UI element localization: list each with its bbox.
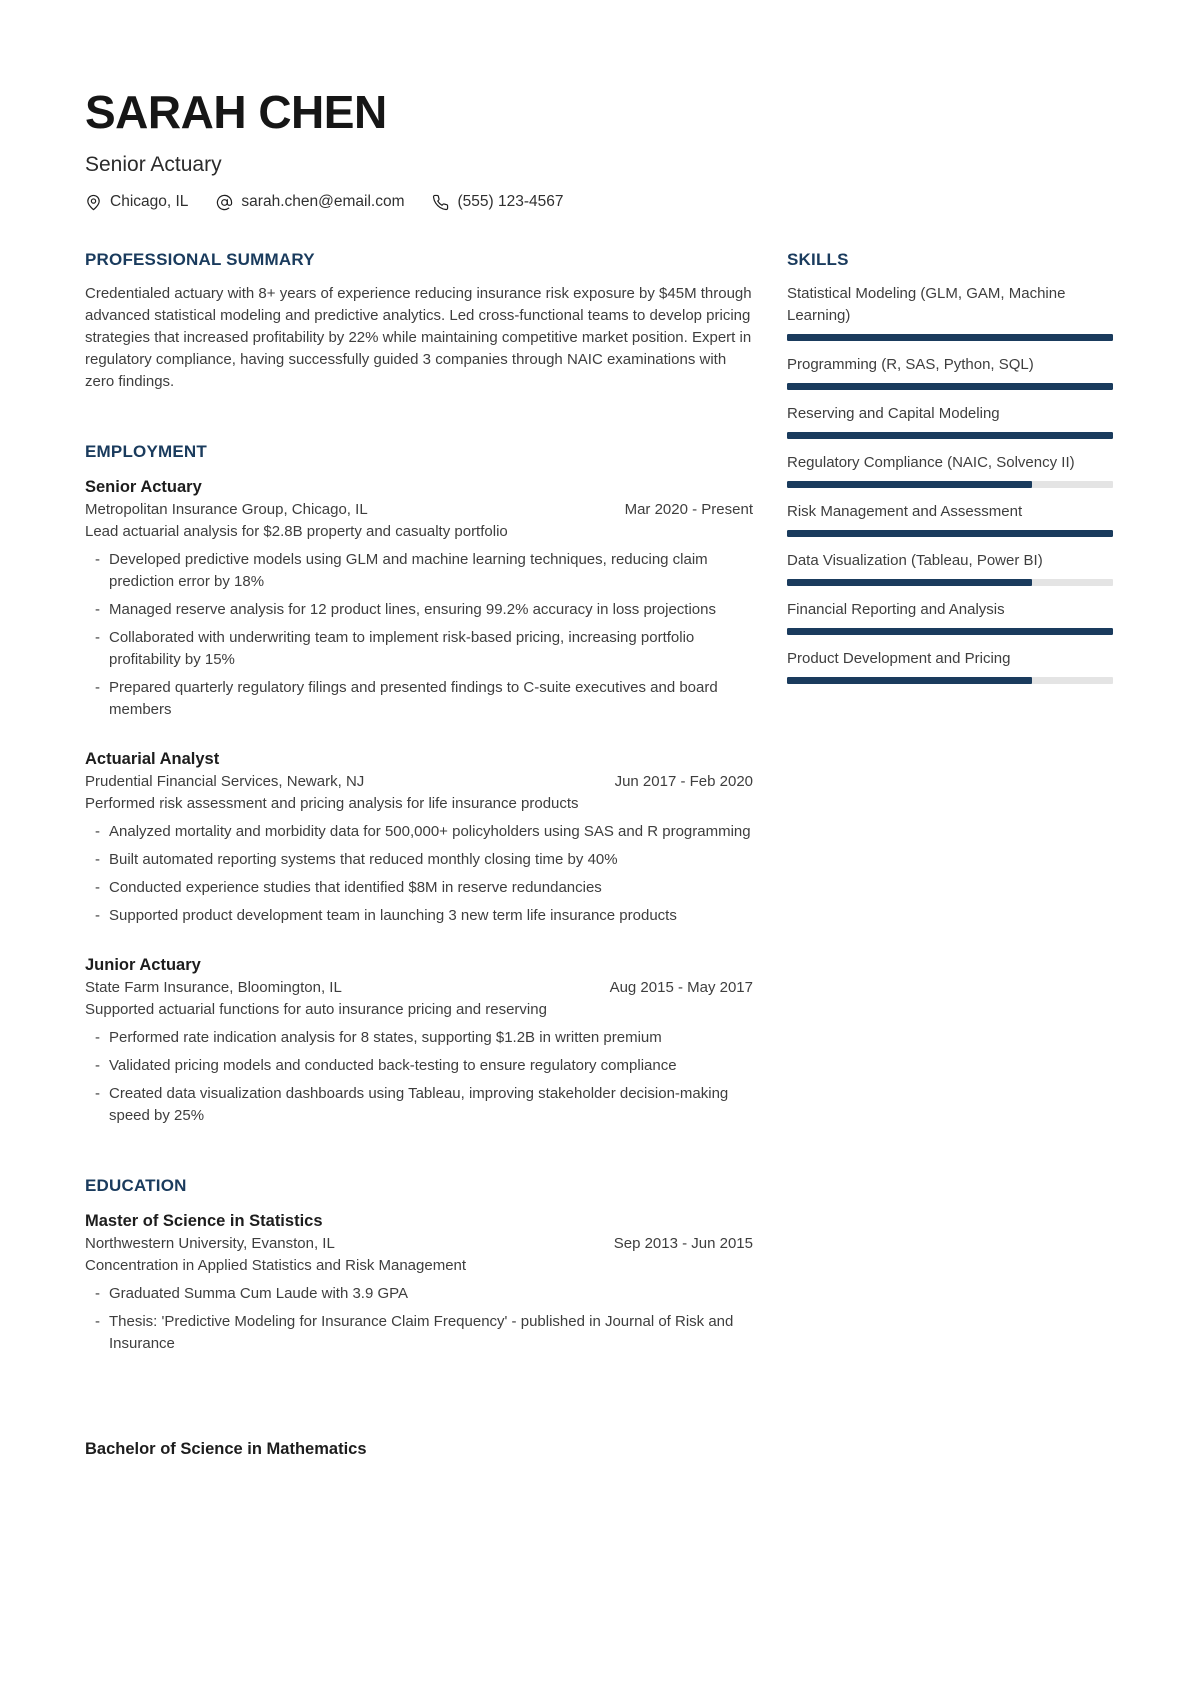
- contact-location-text: Chicago, IL: [110, 193, 189, 211]
- bullet-item: [85, 1055, 753, 1077]
- bullet-item: [85, 849, 753, 871]
- skill-bar-track: [787, 334, 1113, 341]
- company-name: Prudential Financial Services, Newark, NJ: [85, 773, 365, 791]
- skill-label: Financial Reporting and Analysis: [787, 601, 1005, 619]
- bullet-text: Collaborated with underwriting team to implement risk-based pricing, increasing portfolio profitability by 15%: [109, 629, 695, 669]
- resume-body: [85, 249, 1113, 1461]
- skill-label: Reserving and Capital Modeling: [787, 405, 1000, 423]
- bullet-item: [85, 1283, 753, 1305]
- skill-item: [787, 599, 1113, 635]
- bullet-text: Prepared quarterly regulatory filings and presented findings to C-suite executives and board members: [109, 679, 718, 719]
- skill-bar-track: [787, 579, 1113, 586]
- entry-bullets: [85, 1027, 753, 1127]
- bullet-dash: -: [95, 823, 100, 841]
- contact-phone: [432, 193, 563, 211]
- bullet-dash: -: [95, 629, 100, 647]
- bullet-item: [85, 627, 753, 671]
- contact-email: [216, 193, 404, 211]
- bullet-dash: -: [95, 1285, 100, 1303]
- education-list: [85, 1209, 753, 1461]
- company-name: Metropolitan Insurance Group, Chicago, IL: [85, 501, 368, 519]
- skill-label: Regulatory Compliance (NAIC, Solvency II): [787, 454, 1075, 472]
- degree-title: Master of Science in Statistics: [85, 1212, 323, 1231]
- skills-section: [787, 249, 1113, 684]
- entry-dates: Mar 2020 - Present: [624, 501, 753, 519]
- skill-list: [787, 283, 1113, 684]
- skill-bar-track: [787, 628, 1113, 635]
- entry-meta-row: [85, 977, 753, 999]
- bullet-text: Created data visualization dashboards using Tableau, improving stakeholder decision-making speed by 25%: [109, 1085, 729, 1125]
- main-column: [85, 249, 753, 1461]
- bullet-text: Supported product development team in launching 3 new term life insurance products: [109, 907, 677, 925]
- job-title: Senior Actuary: [85, 478, 202, 497]
- summary-section: [85, 249, 753, 393]
- bullet-text: Managed reserve analysis for 12 product lines, ensuring 99.2% accuracy in loss projections: [109, 601, 716, 619]
- bullet-item: [85, 599, 753, 621]
- job-entry: [85, 953, 753, 1127]
- bullet-text: Thesis: 'Predictive Modeling for Insurance Claim Frequency' - published in Journal of Risk and Insurance: [109, 1313, 734, 1353]
- entry-meta-row: [85, 499, 753, 521]
- company-name: State Farm Insurance, Bloomington, IL: [85, 979, 342, 997]
- school-name: Northwestern University, Evanston, IL: [85, 1235, 335, 1253]
- education-entry: [85, 1209, 753, 1355]
- job-list: [85, 475, 753, 1127]
- job-entry: [85, 475, 753, 721]
- bullet-dash: -: [95, 851, 100, 869]
- entry-description: Supported actuarial functions for auto insurance pricing and reserving: [85, 1001, 547, 1019]
- skill-label: Statistical Modeling (GLM, GAM, Machine Learning): [787, 285, 1066, 325]
- job-title: Actuarial Analyst: [85, 750, 220, 769]
- bullet-dash: -: [95, 1085, 100, 1103]
- bullet-text: Graduated Summa Cum Laude with 3.9 GPA: [109, 1285, 409, 1303]
- skill-bar-fill: [787, 481, 1032, 488]
- summary-text: Credentialed actuary with 8+ years of experience reducing insurance risk exposure by $45M through advanced statistical modeling and predictive analytics. Led cross-functional teams to develop pricing strategies that increased profitability by 22% while maintaining competitive market position. Expert in regulatory compliance, having successfully guided 3 companies through NAIC examinations with zero findings.: [85, 285, 752, 391]
- summary-heading: PROFESSIONAL SUMMARY: [85, 250, 315, 270]
- bullet-dash: -: [95, 1029, 100, 1047]
- bullet-text: Validated pricing models and conducted back-testing to ensure regulatory compliance: [109, 1057, 677, 1075]
- bullet-item: [85, 1027, 753, 1049]
- bullet-item: [85, 821, 753, 843]
- job-title: Junior Actuary: [85, 956, 201, 975]
- skill-label: Product Development and Pricing: [787, 650, 1011, 668]
- skill-bar-fill: [787, 432, 1113, 439]
- education-entry: [85, 1437, 753, 1461]
- entry-meta-row: [85, 1233, 753, 1255]
- entry-dates: Sep 2013 - Jun 2015: [613, 1235, 753, 1253]
- person-job-title: Senior Actuary: [85, 153, 222, 177]
- skill-bar-fill: [787, 334, 1113, 341]
- contact-row: [85, 193, 1113, 211]
- bullet-text: Built automated reporting systems that reduced monthly closing time by 40%: [109, 851, 618, 869]
- bullet-text: Developed predictive models using GLM and machine learning techniques, reducing claim prediction error by 18%: [109, 551, 708, 591]
- bullet-item: [85, 877, 753, 899]
- entry-dates: Jun 2017 - Feb 2020: [614, 773, 753, 791]
- entry-bullets: [85, 1283, 753, 1355]
- contact-email-text: sarah.chen@email.com: [241, 193, 405, 211]
- education-heading: EDUCATION: [85, 1176, 187, 1196]
- contact-phone-text: (555) 123-4567: [457, 193, 564, 211]
- skill-label: Risk Management and Assessment: [787, 503, 1023, 521]
- skills-heading: SKILLS: [787, 250, 849, 270]
- skill-bar-fill: [787, 530, 1113, 537]
- skill-bar-fill: [787, 579, 1032, 586]
- contact-location: [85, 193, 188, 211]
- skill-item: [787, 403, 1113, 439]
- employment-heading: EMPLOYMENT: [85, 442, 207, 462]
- skill-label: Data Visualization (Tableau, Power BI): [787, 552, 1043, 570]
- skill-item: [787, 354, 1113, 390]
- skill-bar-track: [787, 432, 1113, 439]
- phone-icon: [432, 194, 449, 211]
- bullet-text: Performed rate indication analysis for 8 states, supporting $1.2B in written premium: [109, 1029, 662, 1047]
- skill-item: [787, 452, 1113, 488]
- bullet-text: Conducted experience studies that identified $8M in reserve redundancies: [109, 879, 602, 897]
- bullet-item: [85, 1083, 753, 1127]
- education-section: [85, 1175, 753, 1461]
- resume-header: [85, 88, 1113, 211]
- entry-description: Lead actuarial analysis for $2.8B property and casualty portfolio: [85, 523, 508, 541]
- side-column: [787, 249, 1113, 697]
- skill-item: [787, 550, 1113, 586]
- skill-bar-track: [787, 383, 1113, 390]
- bullet-dash: -: [95, 1057, 100, 1075]
- skill-bar-fill: [787, 383, 1113, 390]
- entry-dates: Aug 2015 - May 2017: [609, 979, 753, 997]
- skill-bar-track: [787, 677, 1113, 684]
- skill-bar-track: [787, 481, 1113, 488]
- bullet-dash: -: [95, 879, 100, 897]
- bullet-dash: -: [95, 551, 100, 569]
- degree-title: Bachelor of Science in Mathematics: [85, 1440, 367, 1459]
- skill-item: [787, 283, 1113, 341]
- entry-description: Concentration in Applied Statistics and Risk Management: [85, 1257, 467, 1275]
- skill-bar-track: [787, 530, 1113, 537]
- bullet-dash: -: [95, 601, 100, 619]
- bullet-dash: -: [95, 1313, 100, 1331]
- at-sign-icon: [216, 194, 233, 211]
- location-pin-icon: [85, 194, 102, 211]
- skill-item: [787, 648, 1113, 684]
- person-name: SARAH CHEN: [85, 86, 387, 138]
- bullet-text: Analyzed mortality and morbidity data for 500,000+ policyholders using SAS and R programming: [109, 823, 751, 841]
- job-entry: [85, 747, 753, 927]
- entry-meta-row: [85, 771, 753, 793]
- entry-bullets: [85, 821, 753, 927]
- bullet-item: [85, 905, 753, 927]
- entry-description: Performed risk assessment and pricing analysis for life insurance products: [85, 795, 579, 813]
- bullet-item: [85, 677, 753, 721]
- bullet-item: [85, 549, 753, 593]
- bullet-dash: -: [95, 907, 100, 925]
- skill-bar-fill: [787, 628, 1113, 635]
- entry-bullets: [85, 549, 753, 721]
- bullet-dash: -: [95, 679, 100, 697]
- skill-item: [787, 501, 1113, 537]
- employment-section: [85, 441, 753, 1127]
- skill-bar-fill: [787, 677, 1032, 684]
- skill-label: Programming (R, SAS, Python, SQL): [787, 356, 1034, 374]
- bullet-item: [85, 1311, 753, 1355]
